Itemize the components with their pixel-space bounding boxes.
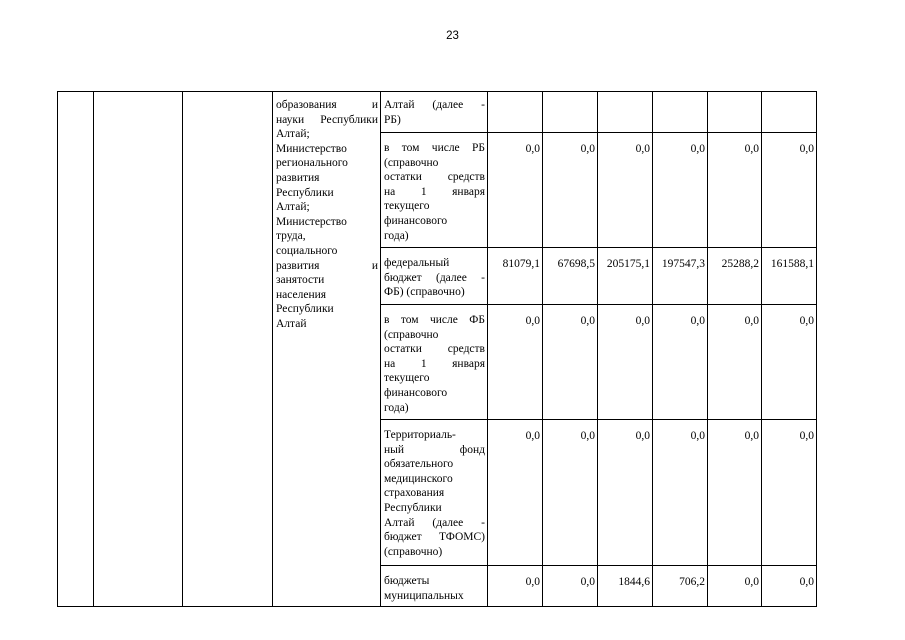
text-line: (справочно) <box>384 545 443 558</box>
text-line: текущего <box>384 372 430 385</box>
funding-source-cell <box>381 92 488 133</box>
funding-source-cell <box>381 305 488 420</box>
text-line: образования и <box>276 99 378 111</box>
text-line: года) <box>384 401 409 414</box>
value-cell: 197547,3 <box>653 248 708 305</box>
funding-source-cell <box>381 566 488 607</box>
text-line: Министерство <box>276 142 347 155</box>
budget-table <box>57 91 817 607</box>
value-cell <box>488 92 543 133</box>
executor-cell <box>273 92 381 607</box>
value-cell: 0,0 <box>543 420 598 566</box>
event-name-cell <box>94 92 183 607</box>
row-number-cell <box>58 92 94 607</box>
text-line: Территориаль- <box>384 429 456 441</box>
text-line: финансового <box>384 214 448 227</box>
value-cell <box>598 92 653 133</box>
value-cell: 81079,1 <box>488 248 543 305</box>
text-line: (справочно <box>384 328 439 341</box>
value-cell: 161588,1 <box>762 248 817 305</box>
value-cell: 0,0 <box>598 133 653 248</box>
text-line: страхования <box>384 487 445 500</box>
text-line: Алтай (далее - <box>384 516 485 529</box>
text-line: федеральный <box>384 257 450 269</box>
value-cell: 0,0 <box>708 566 762 607</box>
text-line: Министерство <box>276 215 347 228</box>
text-line: науки Республики <box>276 113 378 126</box>
value-cell: 0,0 <box>543 566 598 607</box>
value-cell: 1844,6 <box>598 566 653 607</box>
funding-source-cell <box>381 248 488 305</box>
text-line: бюджеты <box>384 575 430 587</box>
text-line: медицинского <box>384 472 453 485</box>
page-number: 23 <box>446 30 459 42</box>
text-line: Республики <box>384 501 442 514</box>
text-line: ный фонд <box>384 443 485 456</box>
value-cell: 25288,2 <box>708 248 762 305</box>
text-line: (справочно <box>384 156 439 169</box>
value-cell <box>708 92 762 133</box>
text-line: регионального <box>276 157 348 170</box>
text-line: ФБ) (справочно) <box>384 286 465 299</box>
text-line: на 1 января <box>384 357 485 370</box>
value-cell: 0,0 <box>488 420 543 566</box>
text-line: развития и <box>276 259 378 272</box>
value-cell: 0,0 <box>598 305 653 420</box>
value-cell: 0,0 <box>762 133 817 248</box>
value-cell: 205175,1 <box>598 248 653 305</box>
value-cell: 0,0 <box>653 305 708 420</box>
value-cell: 0,0 <box>653 133 708 248</box>
text-line: Республики <box>276 186 334 199</box>
table-row <box>58 92 817 133</box>
text-line: Алтай; <box>276 201 310 214</box>
value-cell: 0,0 <box>762 566 817 607</box>
text-line: остатки средств <box>384 171 485 184</box>
text-line: социального <box>276 244 338 257</box>
value-cell: 0,0 <box>708 420 762 566</box>
value-cell: 0,0 <box>488 566 543 607</box>
text-line: в том числе ФБ <box>384 314 485 326</box>
value-cell: 0,0 <box>708 305 762 420</box>
text-line: обязательного <box>384 458 454 471</box>
text-line: труда, <box>276 230 306 243</box>
text-line: бюджет (далее - <box>384 271 485 284</box>
text-line: бюджет ТФОМС) <box>384 531 485 544</box>
text-line: текущего <box>384 200 430 213</box>
value-cell <box>762 92 817 133</box>
value-cell: 0,0 <box>708 133 762 248</box>
text-line: занятости <box>276 274 325 287</box>
text-line: РБ) <box>384 113 401 126</box>
text-line: муниципальных <box>384 589 464 602</box>
value-cell: 0,0 <box>543 305 598 420</box>
deadline-cell <box>183 92 273 607</box>
text-line: населения <box>276 288 327 301</box>
funding-source-cell <box>381 133 488 248</box>
value-cell: 0,0 <box>598 420 653 566</box>
text-line: Алтай <box>276 317 307 330</box>
text-line: Республики <box>276 303 334 316</box>
value-cell: 0,0 <box>488 305 543 420</box>
text-line: в том числе РБ <box>384 142 485 154</box>
value-cell: 0,0 <box>762 305 817 420</box>
value-cell <box>653 92 708 133</box>
text-line: развития <box>276 171 320 184</box>
text-line: года) <box>384 229 409 242</box>
funding-source-cell <box>381 420 488 566</box>
text-line: финансового <box>384 386 448 399</box>
text-line: остатки средств <box>384 343 485 356</box>
value-cell: 0,0 <box>543 133 598 248</box>
value-cell: 0,0 <box>653 420 708 566</box>
value-cell: 706,2 <box>653 566 708 607</box>
text-line: Алтай; <box>276 128 310 141</box>
value-cell: 0,0 <box>488 133 543 248</box>
value-cell: 67698,5 <box>543 248 598 305</box>
value-cell <box>543 92 598 133</box>
executor-text <box>276 98 378 332</box>
text-line: Алтай (далее - <box>384 99 485 111</box>
value-cell: 0,0 <box>762 420 817 566</box>
text-line: на 1 января <box>384 185 485 198</box>
